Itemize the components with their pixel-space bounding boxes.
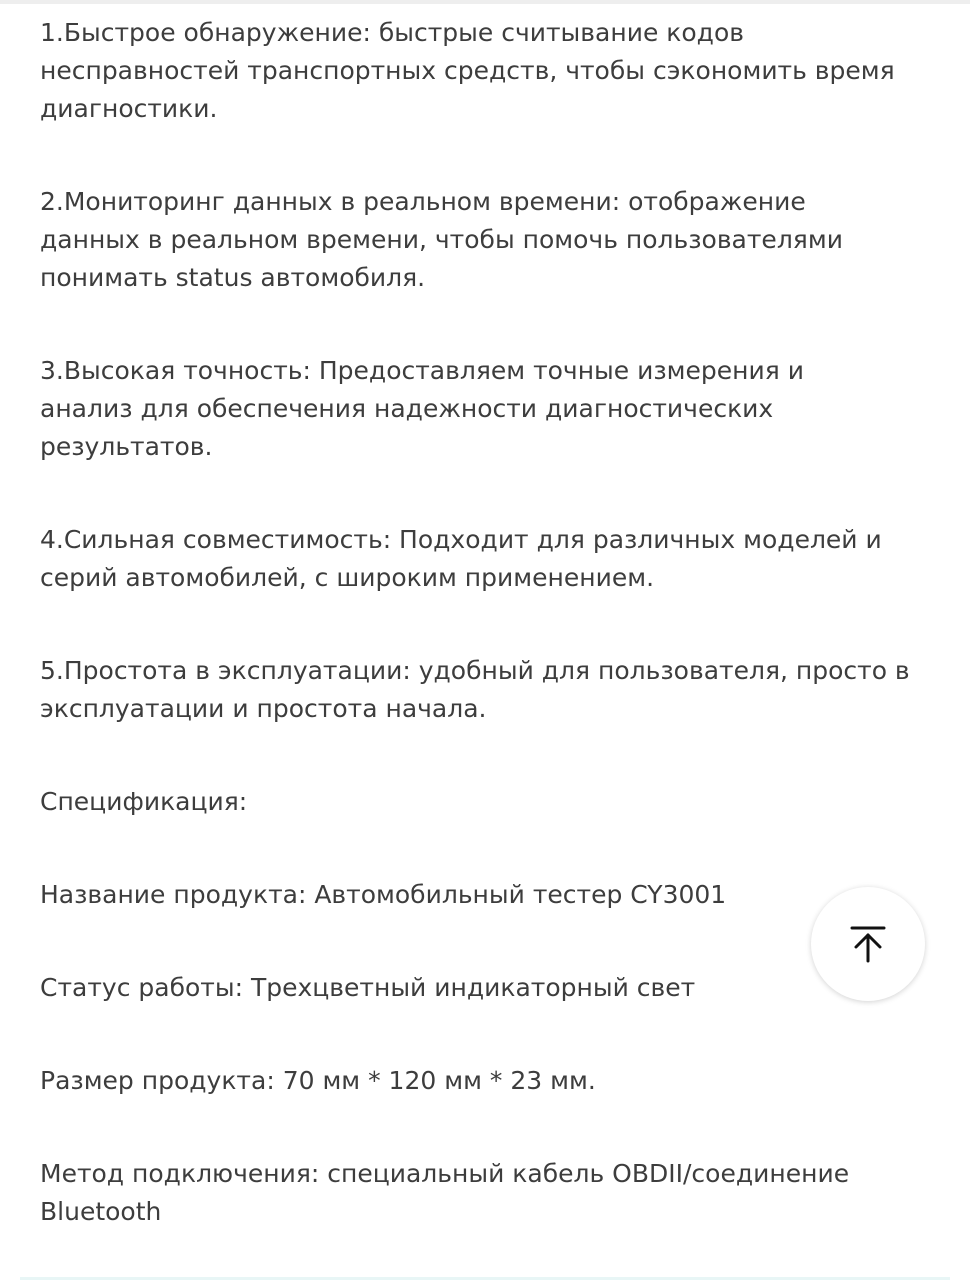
spec-connection-method: Метод подключения: специальный кабель OBDII/соединение Bluetooth xyxy=(40,1159,850,1226)
feature-compatibility: 4.Сильная совместимость: Подходит для различных моделей и серий автомобилей, с широким применением. xyxy=(40,525,882,592)
top-divider xyxy=(0,0,970,4)
feature-realtime-monitoring: 2.Мониторинг данных в реальном времени: отображение данных в реальном времени, чтобы помочь пользователями понимать status автомобиля. xyxy=(40,187,843,292)
spec-heading: Спецификация: xyxy=(40,787,248,816)
feature-fast-detection: 1.Быстрое обнаружение: быстрые считывание кодов несправностей транспортных средств, чтобы сэкономить время диагностики. xyxy=(40,18,895,123)
back-to-top-button[interactable] xyxy=(811,887,925,1001)
arrow-up-to-line-icon xyxy=(848,924,888,964)
spec-work-status: Статус работы: Трехцветный индикаторный свет xyxy=(40,973,696,1002)
spec-product-size: Размер продукта: 70 мм * 120 мм * 23 мм. xyxy=(40,1066,596,1095)
feature-high-accuracy: 3.Высокая точность: Предоставляем точные измерения и анализ для обеспечения надежности диагностических результатов. xyxy=(40,356,804,461)
spec-product-name: Название продукта: Автомобильный тестер CY3001 xyxy=(40,880,727,909)
feature-ease-of-use: 5.Простота в эксплуатации: удобный для пользователя, просто в эксплуатации и простота начала. xyxy=(40,656,910,723)
product-description xyxy=(40,14,940,1286)
